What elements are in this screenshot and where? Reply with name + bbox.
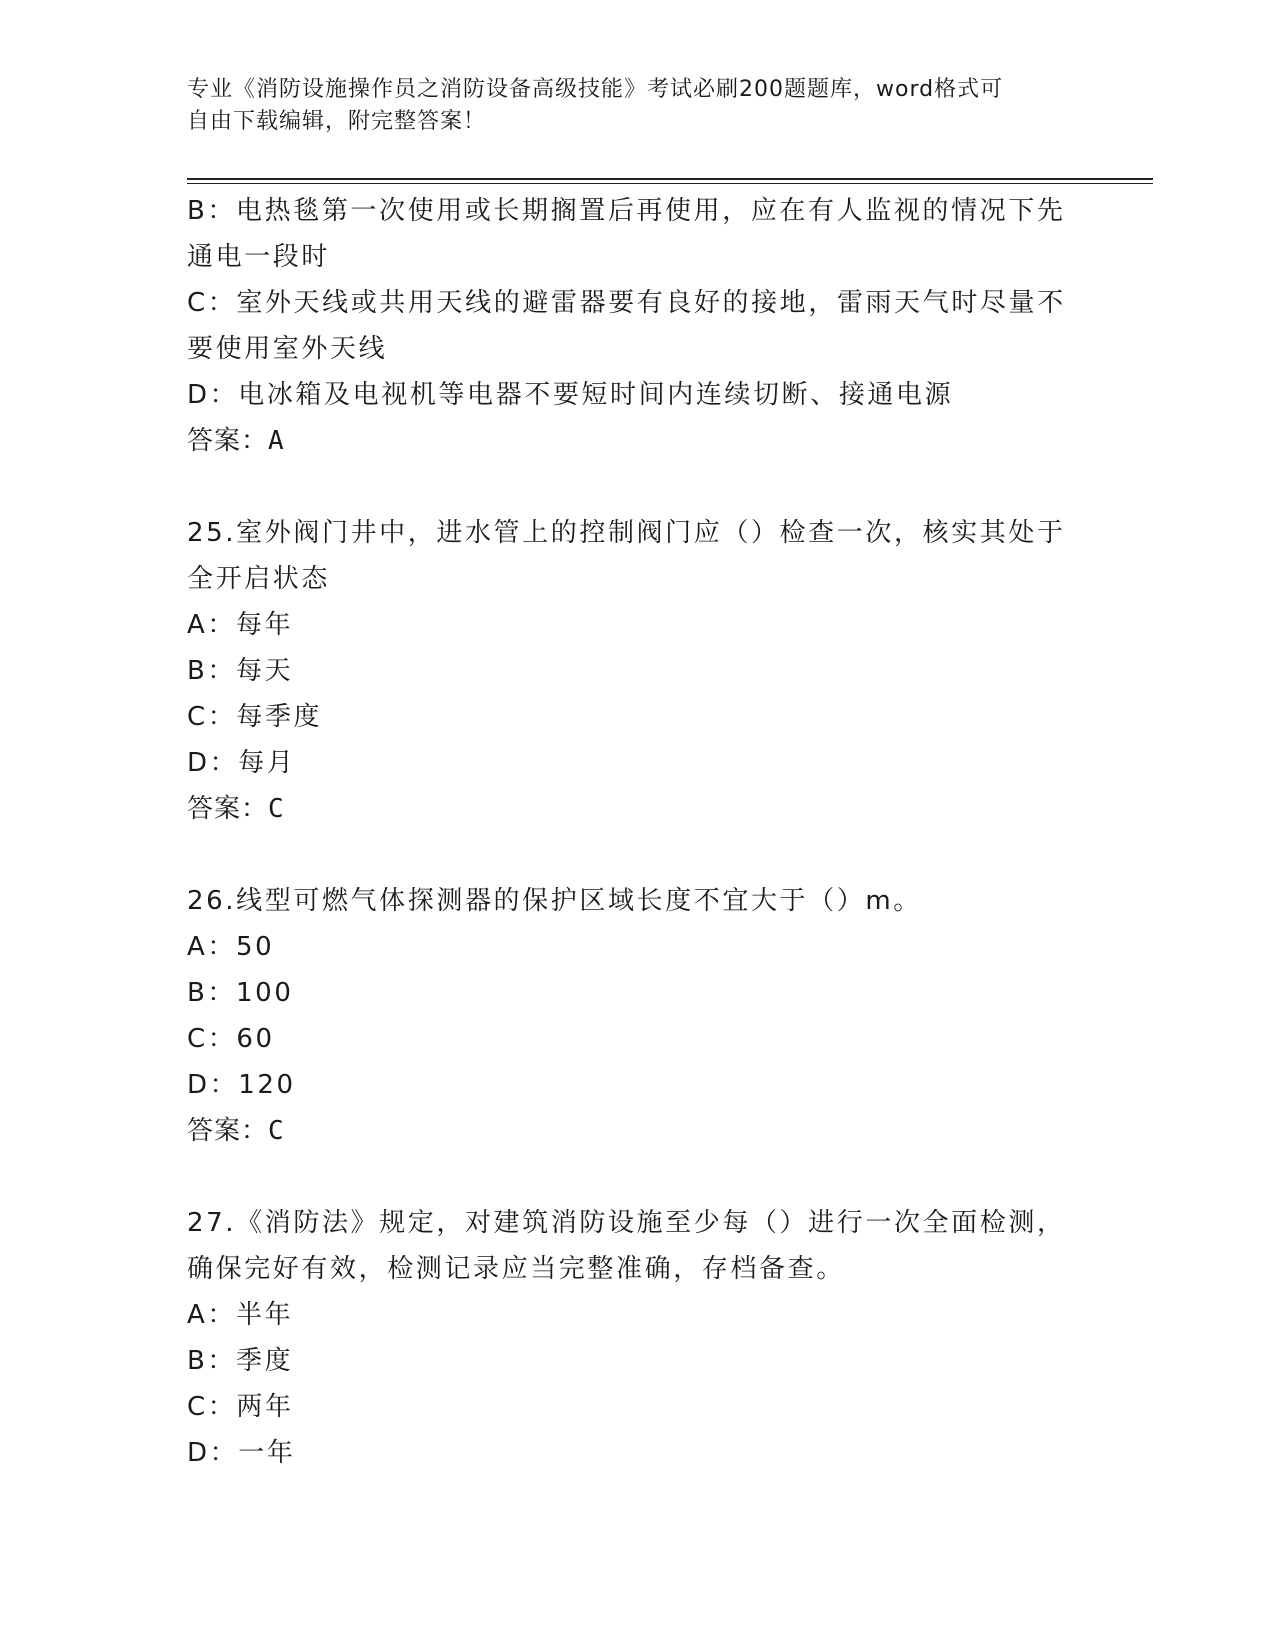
answer-value: C xyxy=(268,794,285,824)
question-stem-line-1: 27.《消防法》规定，对建筑消防设施至少每（）进行一次全面检测， xyxy=(187,1208,1066,1238)
question-26 xyxy=(187,878,1087,1154)
header-divider-thin xyxy=(187,183,1153,184)
document-header xyxy=(187,74,1087,138)
question-stem-line-2: 确保完好有效，检测记录应当完整准确，存档备查。 xyxy=(187,1254,845,1284)
option-c: C：60 xyxy=(187,1024,275,1054)
option-b-line-2: 通电一段时 xyxy=(187,242,331,272)
option-d: D：一年 xyxy=(187,1438,296,1468)
question-27 xyxy=(187,1200,1087,1476)
option-d: D：每月 xyxy=(187,748,296,778)
answer xyxy=(187,1108,1087,1154)
option-d: D：120 xyxy=(187,1070,296,1100)
option-c-line-2: 要使用室外天线 xyxy=(187,334,388,364)
answer-label: 答案： xyxy=(187,794,269,824)
question-25 xyxy=(187,510,1087,832)
option-c: C：两年 xyxy=(187,1392,294,1422)
answer xyxy=(187,418,1087,464)
header-line-2: 自由下载编辑，附完整答案！ xyxy=(187,109,487,134)
option-b-line-1: B：电热毯第一次使用或长期搁置后再使用，应在有人监视的情况下先 xyxy=(187,196,1066,226)
option-a: A：半年 xyxy=(187,1300,294,1330)
document-body xyxy=(187,188,1087,1476)
answer-value: A xyxy=(268,426,285,456)
header-divider-thick xyxy=(187,178,1153,180)
option-d: D：电冰箱及电视机等电器不要短时间内连续切断、接通电源 xyxy=(187,380,954,410)
answer-label: 答案： xyxy=(187,426,269,456)
option-c-line-1: C：室外天线或共用天线的避雷器要有良好的接地，雷雨天气时尽量不 xyxy=(187,288,1066,318)
option-a: A：50 xyxy=(187,932,275,962)
question-stem-line-1: 26.线型可燃气体探测器的保护区域长度不宜大于（）m。 xyxy=(187,886,922,916)
question-stem-line-2: 全开启状态 xyxy=(187,564,331,594)
question-24-continued xyxy=(187,188,1087,464)
answer-label: 答案： xyxy=(187,1116,269,1146)
option-b: B：季度 xyxy=(187,1346,294,1376)
option-b: B：100 xyxy=(187,978,294,1008)
answer xyxy=(187,786,1087,832)
option-b: B：每天 xyxy=(187,656,294,686)
option-c: C：每季度 xyxy=(187,702,323,732)
option-a: A：每年 xyxy=(187,610,294,640)
answer-value: C xyxy=(268,1116,285,1146)
question-stem-line-1: 25.室外阀门井中，进水管上的控制阀门应（）检查一次，核实其处于 xyxy=(187,518,1066,548)
header-line-1: 专业《消防设施操作员之消防设备高级技能》考试必刷200题题库，word格式可 xyxy=(187,77,1004,102)
